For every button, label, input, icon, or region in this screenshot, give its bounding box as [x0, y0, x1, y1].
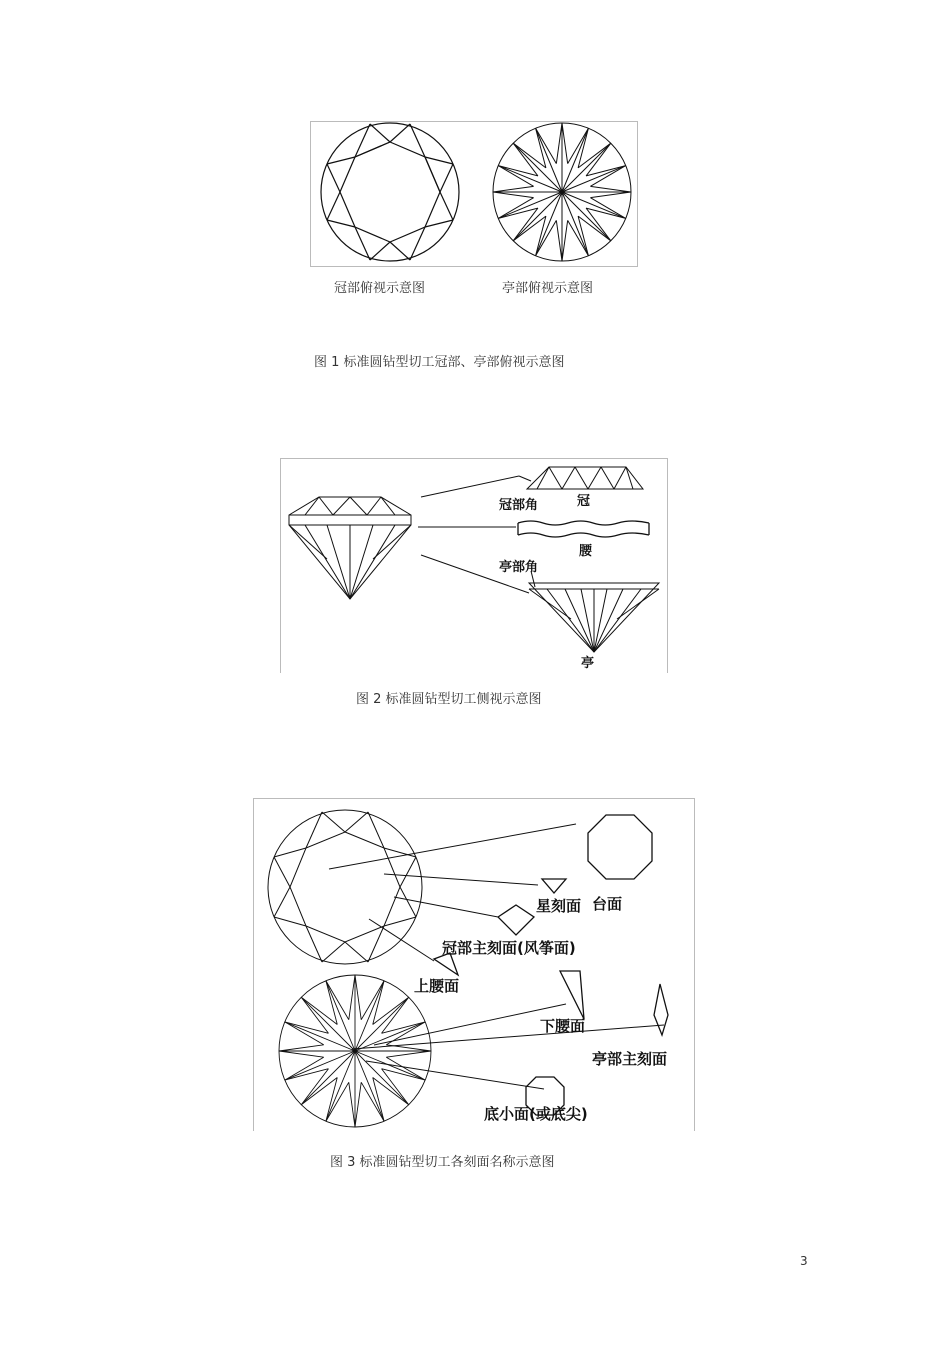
- table-facet-shape: [588, 815, 652, 879]
- pavilion-facet-line: [498, 166, 538, 176]
- pavilion-top-view-large: [279, 975, 431, 1127]
- figure-3-caption: 图 3 标准圆钻型切工各刻面名称示意图: [330, 1155, 555, 1170]
- pavilion-top-view: [493, 123, 631, 261]
- pavilion-label: 亭: [581, 656, 595, 671]
- figure-3-image: [253, 798, 695, 1131]
- pavilion-facet-line: [279, 1051, 324, 1057]
- pavilion-facet-line: [590, 198, 625, 219]
- culet-facet-label: 底小面(或底尖): [484, 1105, 588, 1123]
- pavilion-facet-line: [361, 1082, 384, 1121]
- pavilion-facet-line: [285, 1057, 324, 1080]
- figure-2-drawing: [281, 459, 667, 673]
- diamond-side-view: [289, 497, 411, 599]
- girdle-part: [518, 521, 649, 537]
- pavilion-facet-line: [536, 220, 557, 255]
- pavilion-facet-line: [382, 1022, 426, 1033]
- pavilion-facet-line: [386, 1057, 425, 1080]
- pavilion-facet-line: [513, 192, 562, 241]
- pavilion-facet-line: [349, 1082, 355, 1127]
- pavilion-facet-line: [586, 208, 626, 218]
- crown-top-view-large: [268, 810, 422, 964]
- kite-facet-shape: [498, 905, 534, 935]
- pavilion-facet-line: [326, 981, 337, 1025]
- crown-label: 冠: [577, 494, 591, 509]
- pavilion-facet-line: [578, 216, 588, 256]
- crown-top-view-label: 冠部俯视示意图: [334, 281, 426, 296]
- figure-2-caption: 图 2 标准圆钻型切工侧视示意图: [356, 692, 542, 707]
- girdle-label: 腰: [579, 544, 593, 559]
- pavilion-facet-line: [590, 192, 631, 198]
- pavilion-top-view-label: 亭部俯视示意图: [502, 281, 594, 296]
- figure-3-drawing: [254, 799, 694, 1131]
- pavilion-facet-line: [301, 997, 355, 1051]
- pavilion-angle-label: 亭部角: [499, 560, 539, 575]
- pavilion-facet-line: [536, 128, 546, 168]
- pavilion-facet-line: [536, 128, 557, 163]
- pavilion-facet-line: [568, 220, 589, 255]
- pavilion-facet-line: [326, 1078, 337, 1122]
- pavilion-facet-line: [562, 220, 568, 261]
- lower-girdle-facet-label: 下腰面: [540, 1017, 586, 1035]
- pavilion-facet-line: [361, 981, 384, 1020]
- pavilion-facet-line: [498, 208, 538, 218]
- pavilion-part: [529, 571, 659, 652]
- pavilion-facet-line: [326, 981, 349, 1020]
- pavilion-facet-line: [498, 198, 533, 219]
- pavilion-facet-line: [513, 143, 562, 192]
- pavilion-facet-line: [285, 1022, 324, 1045]
- pavilion-facet-line: [590, 166, 625, 187]
- figure-1-image: [310, 121, 638, 267]
- pavilion-facet-line: [285, 1069, 329, 1080]
- upper-girdle-facet-label: 上腰面: [414, 977, 460, 995]
- crown-part: [519, 467, 643, 489]
- pavilion-facet-line: [586, 166, 626, 176]
- pavilion-facet-line: [349, 975, 355, 1020]
- pavilion-facet-line: [285, 1022, 329, 1033]
- pavilion-facet-line: [562, 123, 568, 164]
- pavilion-facet-line: [373, 981, 384, 1025]
- pointer-lines: [418, 476, 529, 593]
- page-number: 3: [800, 1254, 808, 1268]
- pavilion-facet-line: [355, 975, 361, 1020]
- pavilion-main-facet-shape: [654, 984, 668, 1035]
- figure-1-drawing: [311, 122, 637, 266]
- pavilion-main-facet-label: 亭部主刻面: [592, 1050, 668, 1068]
- figure-1-caption: 图 1 标准圆钻型切工冠部、亭部俯视示意图: [314, 355, 565, 370]
- pavilion-facet-line: [301, 1051, 355, 1105]
- pavilion-facet-line: [498, 166, 533, 187]
- pavilion-facet-line: [556, 123, 562, 164]
- pavilion-facet-line: [590, 186, 631, 192]
- pavilion-facet-line: [279, 1045, 324, 1051]
- crown-top-view: [321, 123, 459, 261]
- pavilion-facet-line: [386, 1051, 431, 1057]
- pavilion-facet-line: [373, 1078, 384, 1122]
- table-facet-label: 台面: [592, 895, 623, 913]
- crown-angle-label: 冠部角: [499, 498, 539, 513]
- lower-girdle-facet-shape: [560, 971, 584, 1019]
- pavilion-facet-line: [493, 186, 534, 192]
- figure-2-image: [280, 458, 668, 673]
- pavilion-facet-line: [562, 143, 611, 192]
- kite-facet-label: 冠部主刻面(风筝面): [442, 939, 576, 957]
- pavilion-facet-line: [568, 128, 589, 163]
- pavilion-facet-line: [556, 220, 562, 261]
- pavilion-facet-line: [562, 192, 611, 241]
- pavilion-facet-line: [578, 128, 588, 168]
- star-facet-shape: [542, 879, 566, 893]
- pavilion-facet-line: [536, 216, 546, 256]
- pavilion-facet-line: [355, 1051, 409, 1105]
- star-facet-label: 星刻面: [536, 897, 582, 915]
- pavilion-facet-line: [493, 192, 534, 198]
- pavilion-facet-line: [326, 1082, 349, 1121]
- pavilion-facet-line: [382, 1069, 426, 1080]
- pavilion-facet-line: [355, 1082, 361, 1127]
